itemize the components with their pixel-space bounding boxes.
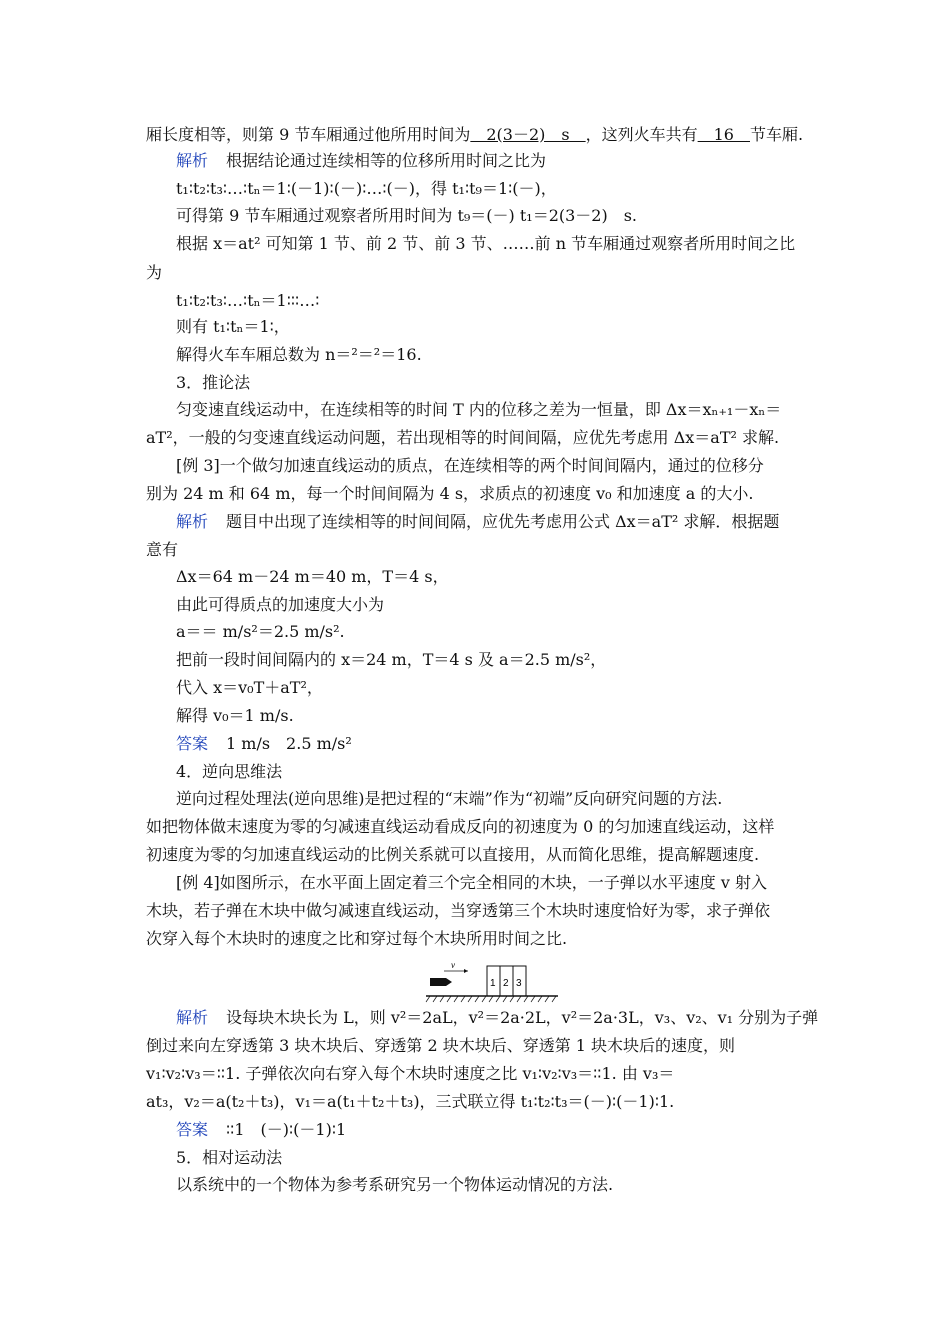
text-line: 倒过来向左穿透第 3 块木块后、穿透第 2 块木块后、穿透第 1 块木块后的速度，则 bbox=[146, 1036, 736, 1055]
answer-blank: 16 bbox=[697, 125, 750, 144]
text-line: 次穿入每个木块时的速度之比和穿过每个木块所用时间之比. bbox=[146, 929, 568, 948]
answer-blank: 2(3－2) s bbox=[470, 125, 586, 144]
text-line: 根据 x＝at² 可知第 1 节、前 2 节、前 3 节、……前 n 节车厢通过观察者所用时间之比 bbox=[176, 234, 796, 253]
text-span: ，这列火车共有 bbox=[585, 125, 698, 144]
text-span: ∶∶1 (－)∶(－1)∶1 bbox=[226, 1120, 347, 1139]
text-line: 逆向过程处理法(逆向思维)是把过程的“末端”作为“初端”反向研究问题的方法. bbox=[176, 789, 723, 808]
formula-line: 解得 v₀＝1 m/s. bbox=[176, 706, 294, 725]
block-label-1: 1 bbox=[490, 978, 496, 989]
bullet-icon bbox=[430, 978, 452, 986]
text-span: 设每块木块长为 L，则 v²＝2aL，v²＝2a·2L，v²＝2a·3L，v₃、v₂、v₁ 分别为子弹 bbox=[226, 1008, 819, 1027]
block-label-2: 2 bbox=[503, 978, 509, 989]
analysis-tag: 解析 bbox=[176, 151, 209, 170]
text-span: 题目中出现了连续相等的时间间隔，应优先考虑用公式 Δx＝aT² 求解．根据题 bbox=[226, 512, 780, 531]
text-line bbox=[146, 124, 803, 146]
example-line: [例 3]一个做匀加速直线运动的质点，在连续相等的两个时间间隔内，通过的位移分 bbox=[176, 456, 764, 475]
text-line: 初速度为零的匀加速直线运动的比例关系就可以直接用，从而简化思维，提高解题速度. bbox=[146, 845, 760, 864]
answer-tag: 答案 bbox=[176, 734, 209, 753]
text-span: 1 m/s 2.5 m/s² bbox=[226, 734, 352, 753]
answer-line bbox=[176, 1119, 346, 1141]
text-line: aT²，一般的匀变速直线运动问题，若出现相等的时间间隔，应优先考虑用 Δx＝aT² 求解. bbox=[146, 428, 780, 447]
answer-tag: 答案 bbox=[176, 1120, 209, 1139]
formula-line: 则有 t₁∶tₙ＝1∶， bbox=[176, 317, 290, 336]
velocity-label: v bbox=[451, 960, 455, 970]
text-line: 把前一段时间间隔内的 x＝24 m，T＝4 s 及 a＝2.5 m/s²， bbox=[176, 650, 607, 669]
text-line: 为 bbox=[146, 263, 163, 282]
text-line: 木块，若子弹在木块中做匀减速直线运动，当穿透第三个木块时速度恰好为零，求子弹依 bbox=[146, 901, 771, 920]
text-line: 由此可得质点的加速度大小为 bbox=[176, 595, 385, 614]
ground-hatch bbox=[426, 996, 556, 1002]
velocity-arrow-head bbox=[464, 969, 468, 973]
formula-line: t₁∶t₂∶t₃∶…∶tₙ＝1∶(－1)∶(－)∶…∶(－)，得 t₁∶t₉＝1∶(－)， bbox=[176, 179, 557, 198]
formula-line: 解得火车车厢总数为 n＝²＝²＝16. bbox=[176, 345, 422, 364]
formula-line: Δx＝64 m－24 m＝40 m，T＝4 s， bbox=[176, 567, 449, 586]
formula-line: a＝＝ m/s²＝2.5 m/s². bbox=[176, 622, 345, 641]
text-line: 匀变速直线运动中，在连续相等的时间 T 内的位移之差为一恒量，即 Δx＝xₙ₊₁－xₙ＝ bbox=[176, 400, 782, 419]
formula-line: 代入 x＝v₀T＋aT²， bbox=[176, 678, 323, 697]
formula-line: at₃，v₂＝a(t₂＋t₃)，v₁＝a(t₁＋t₂＋t₃)，三式联立得 t₁∶t₂∶t₃＝(－)∶(－1)∶1. bbox=[146, 1092, 675, 1111]
analysis-tag: 解析 bbox=[176, 1008, 209, 1027]
text-span: 根据结论通过连续相等的位移所用时间之比为 bbox=[226, 151, 547, 170]
text-line: 别为 24 m 和 64 m，每一个时间间隔为 4 s，求质点的初速度 v₀ 和加速度 a 的大小. bbox=[146, 484, 754, 503]
section-heading: 3．推论法 bbox=[176, 373, 251, 392]
analysis-line bbox=[176, 1007, 818, 1029]
block-label-3: 3 bbox=[516, 978, 522, 989]
formula-line: v₁∶v₂∶v₃＝∶∶1. 子弹依次向右穿入每个木块时速度之比 v₁∶v₂∶v₃＝∶∶1. 由 v₃＝ bbox=[146, 1064, 675, 1083]
section-heading: 5．相对运动法 bbox=[176, 1148, 283, 1167]
section-heading: 4．逆向思维法 bbox=[176, 762, 283, 781]
answer-line bbox=[176, 733, 352, 755]
text-line: 以系统中的一个物体为参考系研究另一个物体运动情况的方法. bbox=[176, 1175, 614, 1194]
analysis-line bbox=[176, 511, 779, 533]
analysis-tag: 解析 bbox=[176, 512, 209, 531]
text-line: 意有 bbox=[146, 540, 179, 559]
example-line: [例 4]如图所示，在水平面上固定着三个完全相同的木块，一子弹以水平速度 v 射入 bbox=[176, 873, 767, 892]
text-span: 节车厢. bbox=[750, 125, 804, 144]
formula-line: t₁∶t₂∶t₃∶…∶tₙ＝1∶∶∶…∶ bbox=[176, 291, 320, 310]
analysis-line bbox=[176, 150, 546, 172]
text-span: 厢长度相等，则第 9 节车厢通过他所用时间为 bbox=[146, 125, 471, 144]
text-line: 如把物体做末速度为零的匀减速直线运动看成反向的初速度为 0 的匀加速直线运动，这样 bbox=[146, 817, 775, 836]
text-line: 可得第 9 节车厢通过观察者所用时间为 t₉＝(－) t₁＝2(3－2) s. bbox=[176, 206, 638, 225]
bullet-blocks-figure bbox=[424, 958, 560, 1004]
